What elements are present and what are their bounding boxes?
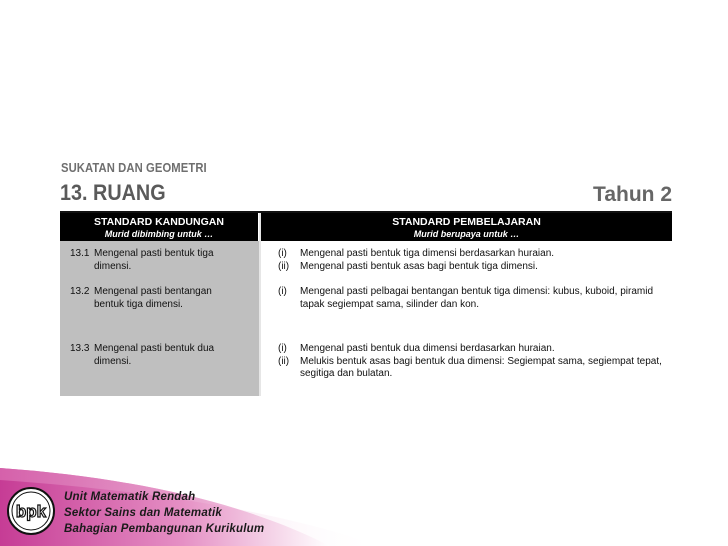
standard-number: 13.1 bbox=[70, 248, 90, 259]
learning-standard-subtitle: Murid berupaya untuk … bbox=[413, 229, 520, 239]
standard-text: Mengenal pasti bentuk tiga bbox=[94, 248, 214, 259]
item-text: Mengenal pasti bentuk tiga dimensi berdasarkan huraian. bbox=[300, 248, 555, 259]
item-number: (i) bbox=[278, 343, 287, 354]
standard-text: Mengenal pasti bentangan bbox=[94, 286, 212, 297]
learning-standard-item bbox=[278, 343, 670, 381]
standard-text: Mengenal pasti bentuk dua bbox=[94, 343, 215, 354]
item-number: (ii) bbox=[278, 355, 290, 367]
item-number: (ii) bbox=[278, 260, 290, 272]
standard-number: 13.2 bbox=[70, 286, 90, 297]
content-standard-item bbox=[70, 343, 255, 368]
content-standard-item bbox=[70, 248, 255, 273]
year-label: Tahun 2 bbox=[593, 183, 672, 206]
footer-sector: Sektor Sains dan Matematik bbox=[64, 507, 222, 519]
content-standard-subtitle: Murid dibimbing untuk … bbox=[104, 229, 214, 239]
bpk-logo-icon bbox=[6, 486, 56, 536]
standard-number: 13.3 bbox=[70, 343, 90, 354]
item-number: (i) bbox=[278, 248, 287, 259]
standard-text-cont: dimensi. bbox=[94, 260, 132, 272]
item-number: (i) bbox=[278, 286, 287, 297]
column-separator bbox=[259, 213, 261, 396]
content-standard-header bbox=[60, 213, 258, 241]
learning-standard-title: STANDARD PEMBELAJARAN bbox=[392, 216, 541, 228]
svg-text:bpk: bpk bbox=[15, 502, 47, 521]
item-text: Melukis bentuk asas bagi bentuk dua dimensi: Segiempat sama, segiempat tepat, segitiga dan bulatan. bbox=[300, 355, 662, 379]
content-standard-item bbox=[70, 286, 255, 311]
learning-standard-item bbox=[278, 248, 670, 273]
content-standard-title: STANDARD KANDUNGAN bbox=[94, 216, 224, 228]
standard-text-cont: dimensi. bbox=[94, 355, 132, 367]
footer-division: Bahagian Pembangunan Kurikulum bbox=[64, 523, 265, 535]
page-title: 13. RUANG bbox=[60, 180, 166, 205]
footer-unit: Unit Matematik Rendah bbox=[64, 491, 196, 503]
section-label: SUKATAN DAN GEOMETRI bbox=[61, 161, 207, 175]
standard-text-cont: bentuk tiga dimensi. bbox=[94, 298, 183, 310]
learning-standard-item bbox=[278, 286, 670, 311]
learning-standard-header bbox=[261, 213, 672, 241]
item-text: Mengenal pasti bentuk dua dimensi berdasarkan huraian. bbox=[300, 343, 555, 354]
item-text: Mengenal pasti pelbagai bentangan bentuk tiga dimensi: kubus, kuboid, piramid tapak segiempat sama, silinder dan kon. bbox=[300, 286, 654, 310]
item-text: Mengenal pasti bentuk asas bagi bentuk tiga dimensi. bbox=[300, 260, 538, 272]
